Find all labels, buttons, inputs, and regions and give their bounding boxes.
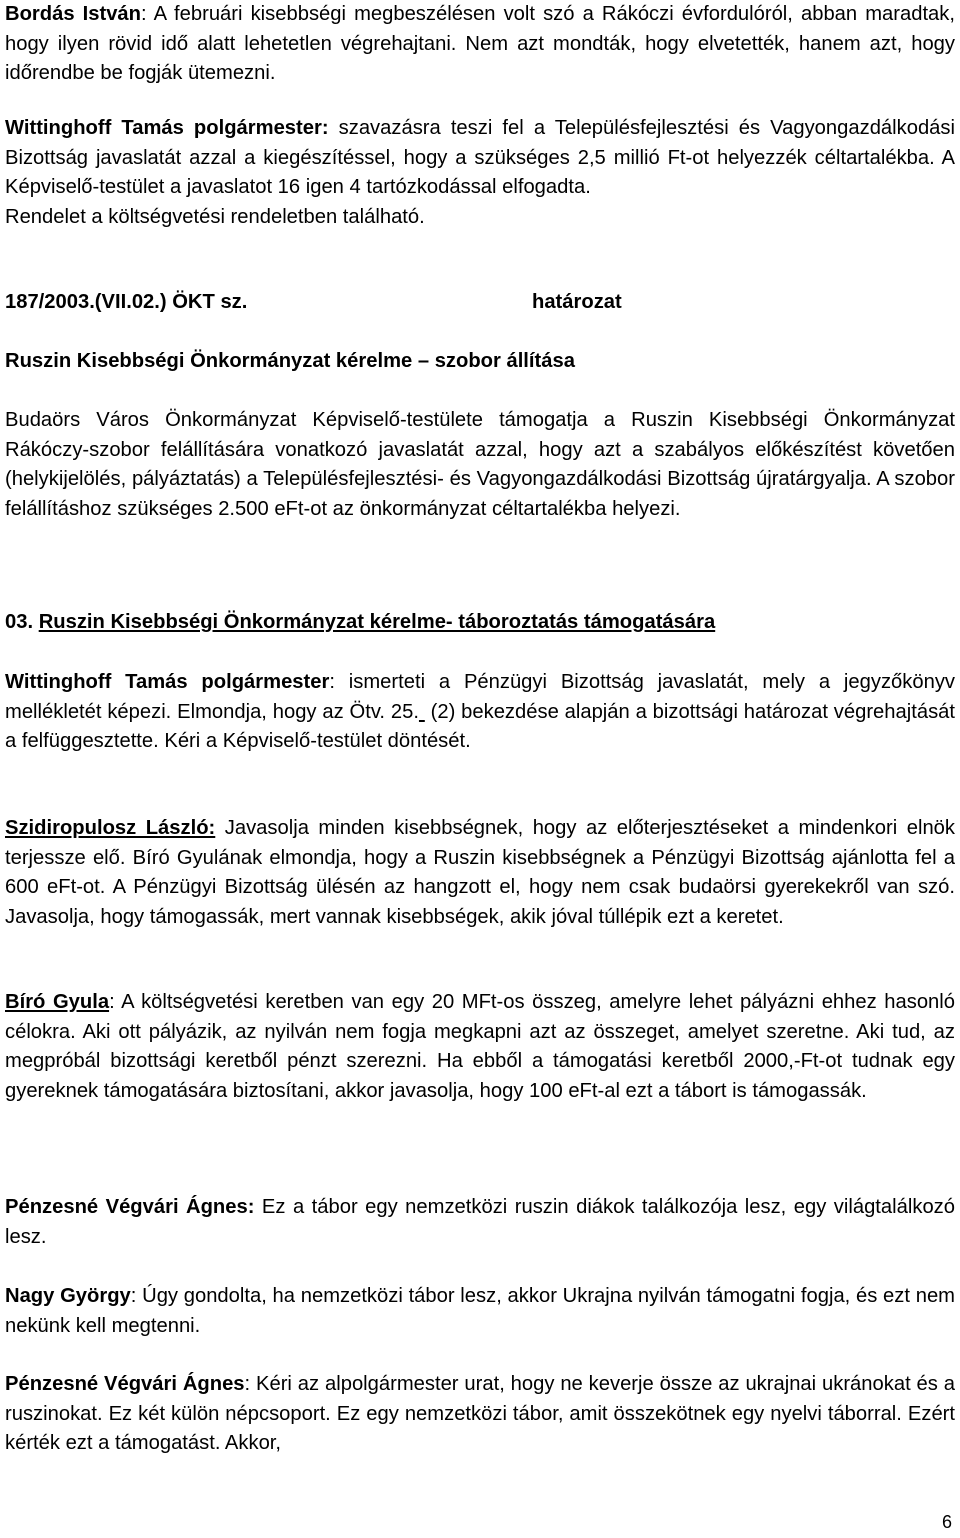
paragraph-penzesne-2 — [5, 1370, 955, 1459]
speaker-name: Pénzesné Végvári Ágnes: — [5, 1196, 255, 1218]
speaker-name: Nagy György — [5, 1285, 131, 1307]
section-title: Ruszin Kisebbségi Önkormányzat kérelme- táboroztatás támogatására — [38, 611, 716, 633]
paragraph-text: szavazásra teszi fel a Településfejlesztési és Vagyongazdálkodási Bizottság javaslatát azzal a kiegészítéssel, hogy a szükséges 2,5 millió Ft-ot helyezzék céltartalékba. A Képviselő-testület a javaslatot 16 igen 4 tartózkodással elfogadta. — [5, 117, 955, 198]
regulation-note: Rendelet a költségvetési rendeletben található. — [5, 205, 425, 228]
speaker-name: Wittinghoff Tamás polgármester: — [5, 117, 329, 139]
paragraph-szidiropulosz — [5, 814, 955, 932]
resolution-heading — [5, 288, 955, 318]
section-number: 03. — [5, 611, 34, 633]
paragraph-text: : Kéri az alpolgármester urat, hogy ne keverje össze az ukrajnai ukránokat és a ruszinokat. Ez két külön népcsoport. Ez egy nemzetközi tábor, amit összekötnek egy nyelvi táborral. Ezért kérték ezt a támogatást. Akkor, — [5, 1373, 955, 1454]
paragraph-nagy — [5, 1282, 955, 1341]
paragraph-wittinghoff-vote — [5, 114, 955, 232]
paragraph-text: Javasolja minden kisebbségnek, hogy az előterjesztéseket a mindenkori elnök terjessze elő. Bíró Gyulának elmondja, hogy a Ruszin kisebbségnek a Pénzügyi Bizottság ajánlotta fel a 600 eFt-ot. A Pénzügyi Bizottság ülésén az hangzott el, hogy nem csak budaörsi gyerekekről van szó. Javasolja, hogy támogassák, mert vannak kisebbségek, akik jóval túllépik ezt a keretet. — [5, 817, 955, 928]
paragraph-biro — [5, 988, 955, 1106]
paragraph-text: : A költségvetési keretben van egy 20 MFt-os összeg, amelyre lehet pályázni ehhez hasonló célokra. Aki ott pályázik, az nyilván nem fogja megkapni azt az összeget, amelyet szeretne. Aki tud, az megpróbál bizottsági keretből pénzt szerezni. Ha ebből a támogatási keretből 2000,-Ft-ot tudnak egy gyereknek támogatására biztosítani, akkor javasolja, hogy 100 eFt-al ezt a tábort is támogassák. — [5, 991, 955, 1102]
speaker-name: Bíró Gyula — [5, 991, 110, 1013]
speaker-name: Szidiropulosz László: — [5, 817, 216, 839]
speaker-name: Wittinghoff Tamás polgármester — [5, 671, 330, 693]
resolution-type: határozat — [532, 291, 622, 313]
paragraph-text: Ez a tábor egy nemzetközi ruszin diákok találkozója lesz, egy világtalálkozó lesz. — [5, 1196, 955, 1248]
speaker-name: Bordás István — [5, 3, 141, 25]
paragraph-text: : ismerteti a Pénzügyi Bizottság javaslatát, mely a jegyzőkönyv mellékletét képezi. Elmondja, hogy az Ötv. 25. — [5, 671, 956, 723]
paragraph-text: : A februári kisebbségi megbeszélésen volt szó a Rákóczi évfordulóról, abban maradtak, hogy ilyen rövid idő alatt lehetetlen végrehajtani. Nem azt mondták, hogy elvetették, hanem azt, hogy időrendbe be fogják ütemezni. — [5, 3, 955, 84]
paragraph-wittinghoff-ismerteti — [5, 668, 955, 757]
paragraph-penzesne-1 — [5, 1193, 955, 1252]
resolution-body: Budaörs Város Önkormányzat Képviselő-testülete támogatja a Ruszin Kisebbségi Önkormányzat Rákóczy-szobor felállítására vonatkozó javaslatát azzal, hogy azt a szabályos előkészítést követően (helykijelölés, pályáztatás) a Településfejlesztési- és Vagyongazdálkodási Bizottság újratárgyalja. A szobor felállításhoz szükséges 2.500 eFt-ot az önkormányzat céltartalékba helyezi. — [5, 409, 955, 520]
speaker-name: Pénzesné Végvári Ágnes — [5, 1373, 245, 1395]
paragraph-bordas-1 — [5, 0, 955, 89]
paragraph-text-continued: (2) bekezdése alapján a bizottsági határozat végrehajtását a felfüggesztette. Kéri a Képviselő-testület döntését. — [5, 700, 955, 752]
resolution-title: Ruszin Kisebbségi Önkormányzat kérelme – szobor állítása — [5, 350, 575, 372]
resolution-number: 187/2003.(VII.02.) ÖKT sz. — [5, 291, 248, 313]
page-number: 6 — [941, 1512, 952, 1532]
section-heading — [5, 608, 955, 638]
paragraph-text: : Úgy gondolta, ha nemzetközi tábor lesz, akkor Ukrajna nyilván támogatni fogja, és ezt nem nekünk kell megtenni. — [5, 1285, 955, 1337]
